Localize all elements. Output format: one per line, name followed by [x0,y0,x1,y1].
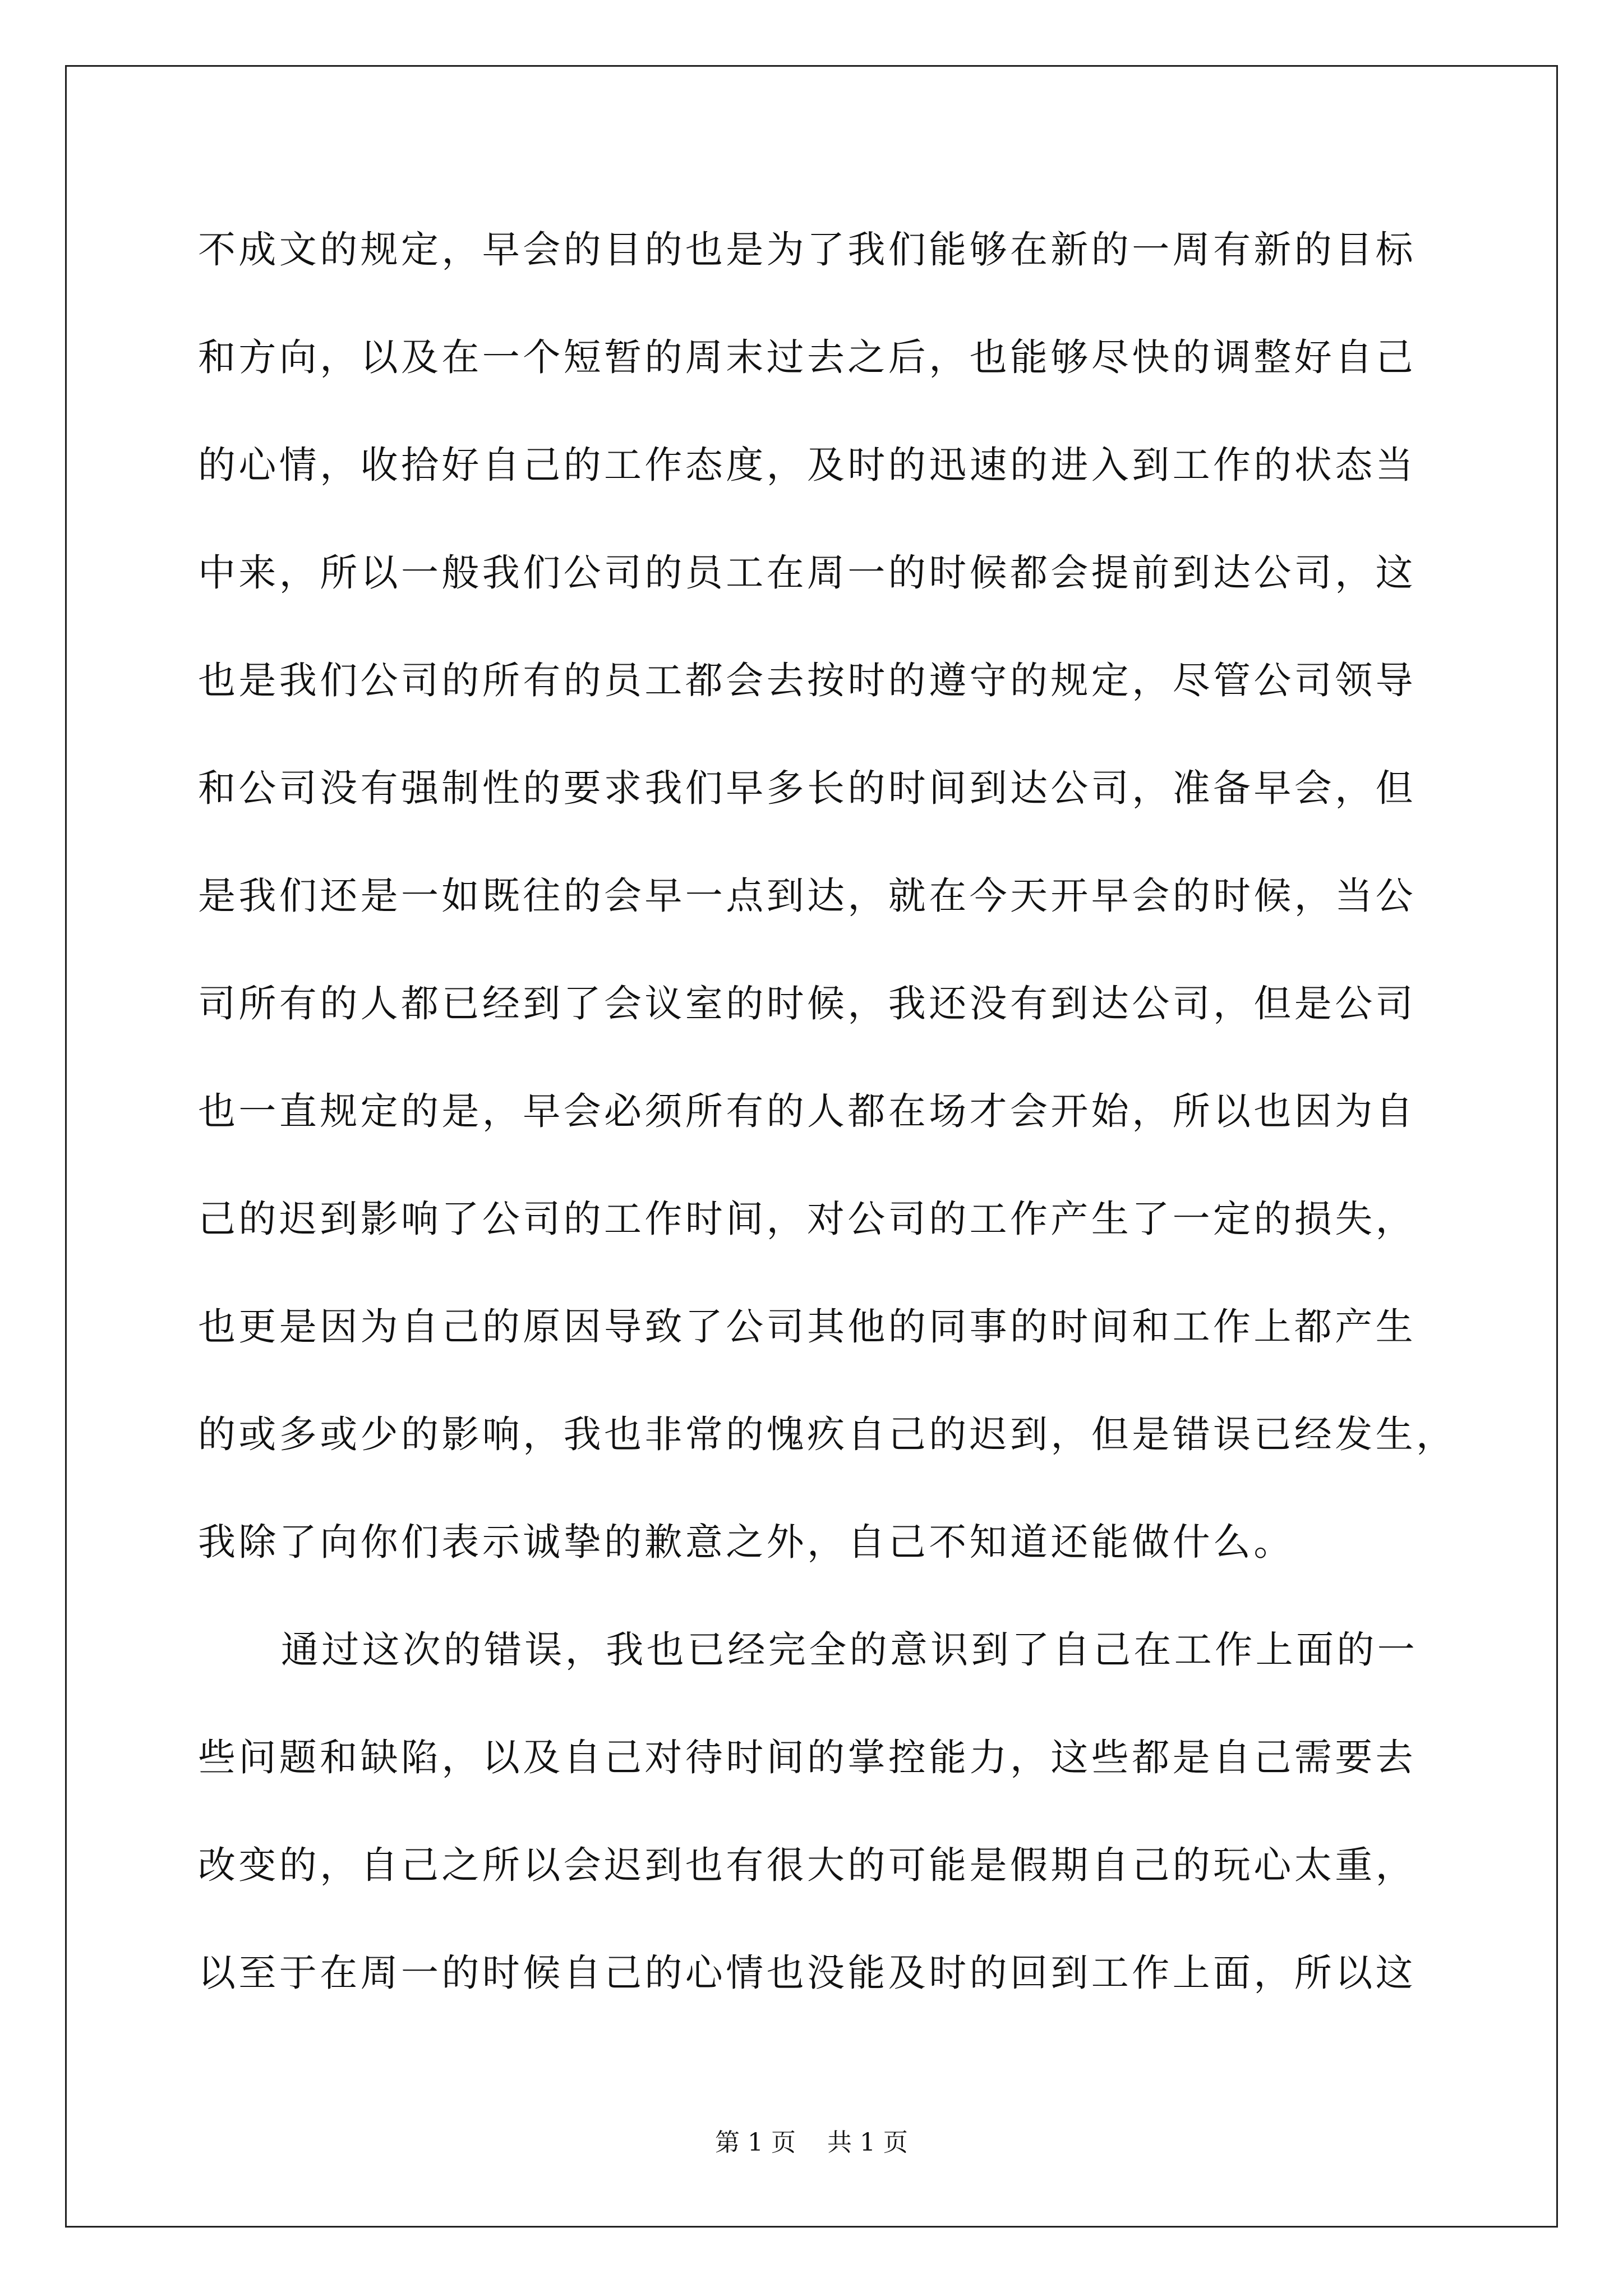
text-line: 和方向，以及在一个短暂的周末过去之后，也能够尽快的调整好自己 [198,335,1416,379]
text-line: 司所有的人都已经到了会议室的时候，我还没有到达公司，但是公司 [198,982,1416,1025]
page-number-footer: 第 1 页 共 1 页 [715,2128,908,2157]
text-line: 改变的，自己之所以会迟到也有很大的可能是假期自己的玩心太重， [198,1843,1416,1887]
text-line: 和公司没有强制性的要求我们早多长的时间到达公司，准备早会，但 [198,766,1416,810]
text-line: 也更是因为自己的原因导致了公司其他的同事的时间和工作上都产生 [198,1305,1416,1349]
text-line: 以至于在周一的时候自己的心情也没能及时的回到工作上面，所以这 [198,1951,1416,1995]
text-line: 我除了向你们表示诚挚的歉意之外，自己不知道还能做什么。 [198,1520,1294,1564]
text-line: 也一直规定的是，早会必须所有的人都在场才会开始，所以也因为自 [198,1089,1416,1133]
text-line: 的或多或少的影响，我也非常的愧疚自己的迟到，但是错误已经发生， [198,1412,1457,1456]
text-line: 中来，所以一般我们公司的员工在周一的时候都会提前到达公司，这 [198,551,1416,595]
text-line: 也是我们公司的所有的员工都会去按时的遵守的规定，尽管公司领导 [198,659,1416,702]
text-line: 些问题和缺陷，以及自己对待时间的掌控能力，这些都是自己需要去 [198,1736,1416,1779]
text-line: 是我们还是一如既往的会早一点到达，就在今天开早会的时候，当公 [198,874,1416,918]
document-body [198,202,1457,2033]
text-line: 己的迟到影响了公司的工作时间，对公司的工作产生了一定的损失， [198,1197,1416,1241]
text-line: 的心情，收拾好自己的工作态度，及时的迅速的进入到工作的状态当 [198,443,1416,487]
text-line: 不成文的规定，早会的目的也是为了我们能够在新的一周有新的目标 [198,228,1416,272]
paragraph-first-line: 通过这次的错误，我也已经完全的意识到了自己在工作上面的一 [281,1628,1418,1672]
